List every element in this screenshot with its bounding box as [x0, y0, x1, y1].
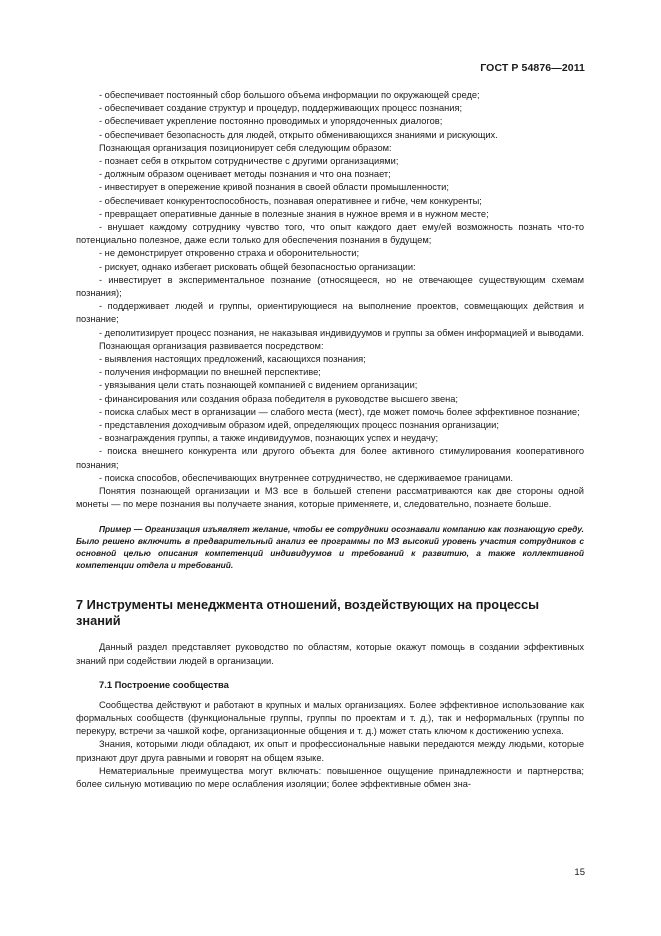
- page-number: 15: [574, 867, 585, 878]
- list-item: - инвестирует в экспериментальное познание (относящееся, но не отвечающее существующим схемам познания);: [76, 274, 584, 299]
- list-item: - представления доходчивым образом идей, определяющих процесс познания организации;: [99, 420, 499, 431]
- list-item: - поиска слабых мест в организации — слабого места (мест), где может помочь более эффективное познание;: [99, 406, 580, 417]
- list-item: - рискует, однако избегает рисковать общей безопасностью организации:: [99, 261, 416, 272]
- list-item: - обеспечивает конкурентоспособность, познавая оперативнее и гибче, чем конкуренты;: [99, 195, 482, 206]
- list-item: - обеспечивает укрепление постоянно проводимых и упорядоченных диалогов;: [99, 116, 443, 127]
- list-item: - финансирования или создания образа победителя в руководстве высшего звена;: [99, 393, 459, 404]
- list-item: - деполитизирует процесс познания, не наказывая индивидуумов и группы за обмен информацией и выводами.: [99, 327, 584, 338]
- list-item: - обеспечивает безопасность для людей, открыто обменивающихся знаниями и рискующих.: [99, 129, 498, 140]
- paragraph: Сообщества действуют и работают в крупных и малых организациях. Более эффективное использование как формальных сообществ (функциональные группы, группы по проектам и т. д.), так и неформальных (группы по перекуру, встречи за чашкой кофе, организационные общения и т. д.) может стать ключом к достижению успеха.: [76, 699, 584, 737]
- list-item: - выявления настоящих предложений, касающихся познания;: [99, 354, 366, 365]
- page-body: [76, 89, 584, 791]
- standard-code-header: ГОСТ Р 54876—2011: [480, 62, 585, 74]
- list-item: - вознаграждения группы, а также индивидуумов, познающих успех и неудачу;: [99, 433, 439, 444]
- list-item: - обеспечивает создание структур и процедур, поддерживающих процесс познания;: [99, 103, 463, 114]
- subsection-heading: 7.1 Построение сообщества: [99, 678, 229, 690]
- list-item: - инвестирует в опережение кривой познания в своей области промышленности;: [99, 182, 449, 193]
- list-item: - обеспечивает постоянный сбор большого объема информации по окружающей среде;: [99, 90, 480, 100]
- section-heading: 7 Инструменты менеджмента отношений, воздействующих на процессы знаний: [76, 597, 540, 629]
- list-item: - познает себя в открытом сотрудничестве с другими организациями;: [99, 156, 399, 167]
- list-item: - превращает оперативные данные в полезные знания в нужное время и в нужном месте;: [99, 208, 489, 219]
- paragraph: Нематериальные преимущества могут включать: повышенное ощущение принадлежности и партнерства; более сильную мотивацию по мере ослабления изоляции; более эффективные обмен зна-: [76, 765, 584, 789]
- list-item: - внушает каждому сотруднику чувство того, что опыт каждого дает ему/ей возможность познать что-то потенциально полезное, даже если только для обеспечения познания в будущем;: [76, 222, 584, 246]
- paragraph: Знания, которыми люди обладают, их опыт и профессиональные навыки передаются между людьми, которые признают друг друга равными и говорят на общем языке.: [76, 739, 584, 763]
- example-note: Пример — Организация изъявляет желание, чтобы ее сотрудники осознавали компанию как познающую среду. Было решено включить в предварительный анализ ее программы по МЗ высокий уровень участия сотрудников с основной целью описания компетенций индивидуумов и требований к развитию, а также коллективной компетенции отдела и требований.: [76, 523, 584, 571]
- paragraph: Понятия познающей организации и МЗ все в большей степени рассматриваются как две стороны одной монеты — по мере познания вы получаете знания, которые применяете, и, следовательно, познаете больше.: [76, 486, 584, 510]
- paragraph: Познающая организация развивается посредством:: [99, 340, 324, 351]
- list-item: - поддерживает людей и группы, ориентирующиеся на выполнение проектов, совмещающих действия и познание;: [76, 301, 584, 325]
- list-item: - увязывания цели стать познающей компанией с видением организации;: [99, 380, 418, 391]
- list-item: - должным образом оценивает методы познания и что она познает;: [99, 169, 391, 180]
- paragraph: Данный раздел представляет руководство по областям, которые окажут помощь в создании эффективных знаний при содействии людей в организации.: [76, 642, 584, 666]
- paragraph: Познающая организация позиционирует себя следующим образом:: [99, 142, 392, 153]
- list-item: - получения информации по внешней перспективе;: [99, 367, 321, 378]
- list-item: - поиска внешнего конкурента или другого объекта для более активного стимулирования кооперативного познания;: [76, 446, 584, 470]
- list-item: - не демонстрирует откровенно страха и оборонительности;: [99, 248, 360, 259]
- list-item: - поиска способов, обеспечивающих внутреннее сотрудничество, не сдерживаемое границами.: [99, 472, 513, 483]
